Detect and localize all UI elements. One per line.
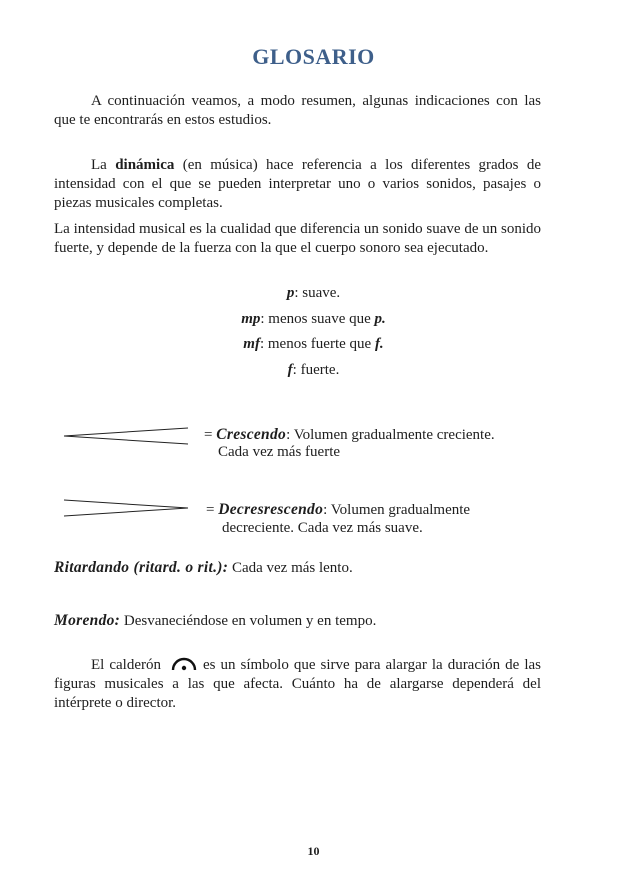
crescendo-line2: Cada vez más fuerte [218,444,341,460]
fermata-icon [171,655,197,673]
dynamics-lead: La [91,157,107,173]
morendo-line [54,611,376,631]
mark-text: : menos suave que [260,311,375,327]
mark-text: : suave. [294,285,341,301]
ritardando-term: Ritardando (ritard. o rit.): [54,559,229,576]
crescendo-hairpin-icon [62,426,190,446]
mark-symbol: f [287,362,293,378]
mark-mp [0,310,627,329]
intro-paragraph: A continuación veamos, a modo resumen, algunas indicaciones con las que te encontrarás en estos estudios. [54,93,541,128]
decrescendo-line2: decreciente. Cada vez más suave. [222,520,423,536]
dynamics-term: dinámica [115,157,175,173]
mark-f [0,361,627,380]
dynamics-text: (en música) hace referencia a los diferentes grados de intensidad con el que se pueden interpretar uno o varios sonidos, pasajes o piezas musicales completas. [54,157,542,211]
mark-text: : menos fuerte que [259,336,375,352]
mark-symbol: mf [243,336,260,352]
mark-text: : fuerte. [292,362,340,378]
fermata-paragraph [54,655,541,713]
mark-symbol: mp [241,311,261,327]
decrescendo-desc: : Volumen gradualmente [323,502,471,518]
dynamics-paragraph [54,156,541,213]
decrescendo-eq: = [206,502,219,518]
intensity-paragraph: La intensidad musical es la cualidad que diferencia un sonido suave de un sonido fuerte, y depende de la fuerza con la que el cuerpo sonoro sea ejecutado. [54,221,541,256]
mark-ref: f. [374,336,384,352]
crescendo-term: Crescendo [216,426,287,443]
mark-mf [0,335,627,354]
crescendo-line1 [204,425,495,445]
morendo-term: Morendo: [54,612,121,629]
page-number: 10 [307,844,320,858]
mark-p [0,284,627,303]
morendo-text: Desvaneciéndose en volumen y en tempo. [120,613,377,629]
decrescendo-hairpin-icon [62,498,190,518]
mark-ref: p. [374,311,386,327]
decrescendo-line1 [206,500,470,520]
fermata-line1-after: es un símbolo que sirve para alargar la [202,657,443,673]
crescendo-desc: : Volumen gradualmente creciente. [286,427,495,443]
mark-symbol: p [286,285,295,301]
ritardando-line [54,558,353,578]
fermata-rest: duración de las figuras musicales a las que afecta. Cuánto ha de alargarse dependerá del intérprete o director. [54,657,541,711]
page-title: GLOSARIO [252,44,375,69]
decrescendo-term: Decresrescendo [218,501,324,518]
crescendo-eq: = [204,427,217,443]
fermata-before: El calderón [91,657,161,673]
ritardando-text: Cada vez más lento. [228,560,353,576]
